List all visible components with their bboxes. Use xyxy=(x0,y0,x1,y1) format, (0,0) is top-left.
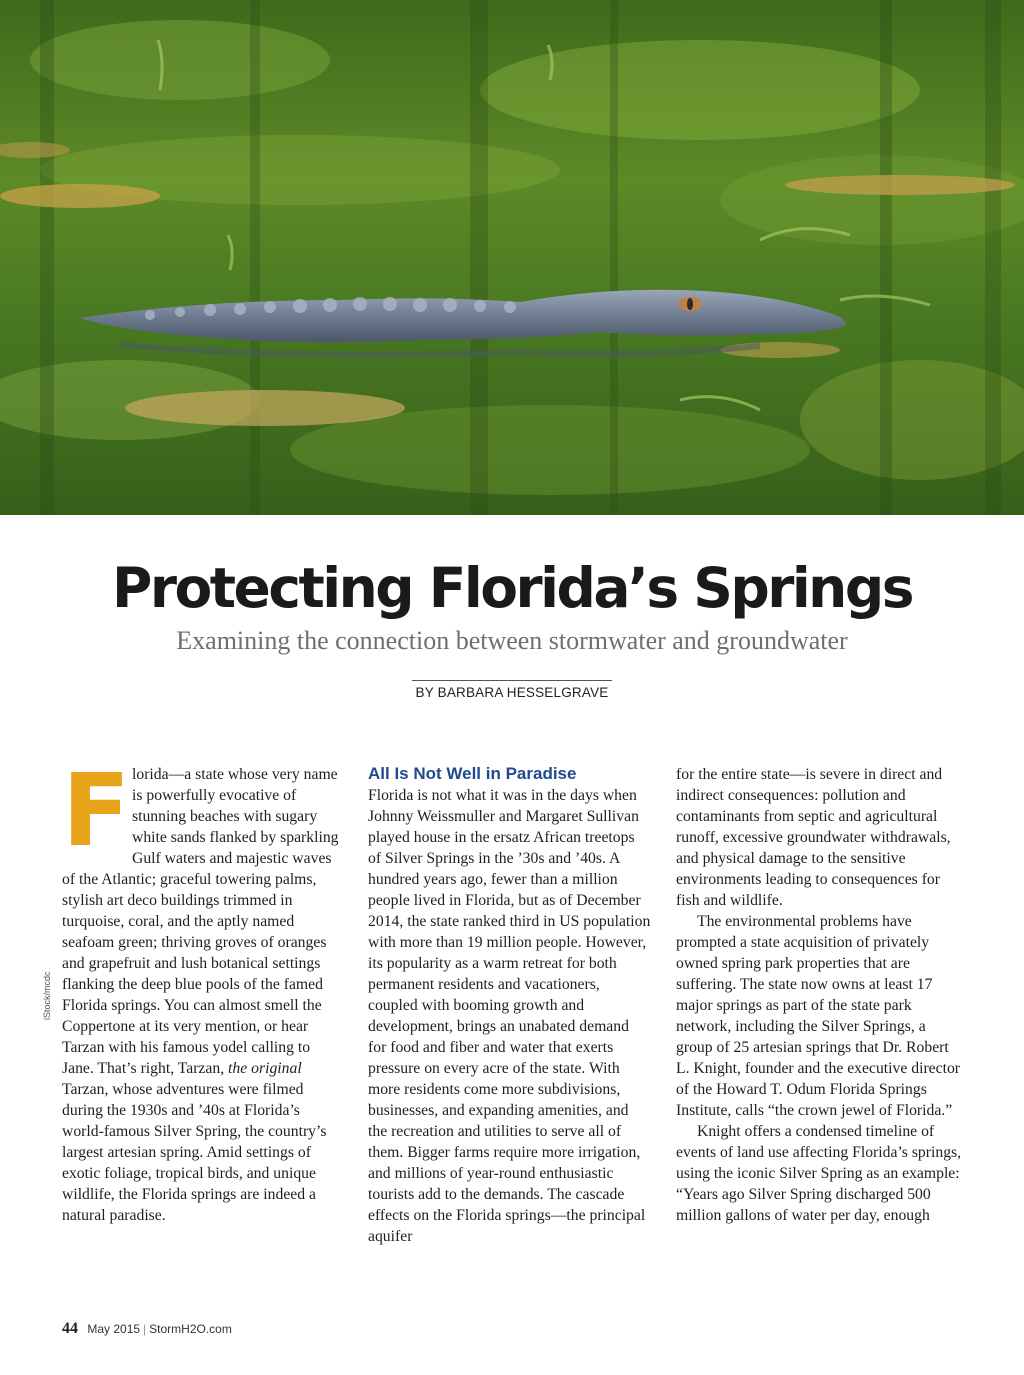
intro-text-b: Tarzan, whose adventures were filmed during the 1930s and ’40s at Florida’s world-famous Silver Spring, the country’s largest artesian spring. Amid settings of exotic foliage, tropical birds, and unique wildlife, the Florida springs are indeed a natural paradise. xyxy=(62,1081,327,1224)
article-title: Protecting Florida’s Springs xyxy=(112,556,912,620)
page-number: 44 xyxy=(62,1320,78,1337)
article-column-2 xyxy=(368,764,651,1247)
paragraph: The environmental problems have prompted a state acquisition of privately owned spring park properties that are suffering. The state now owns at least 17 major springs as part of the state park network, including the Silver Springs, a group of 25 artesian springs that Dr. Robert L. Knight, founder and the executive director of the Howard T. Odum Florida Springs Institute, calls “the crown jewel of Florida.” xyxy=(676,913,961,1119)
issue-date: May 2015 xyxy=(87,1322,141,1336)
intro-italic: the original xyxy=(228,1060,302,1077)
article-subtitle: Examining the connection between stormwater and groundwater xyxy=(176,626,848,655)
byline: BY BARBARA HESSELGRAVE xyxy=(415,685,609,700)
intro-text-a: lorida—a state whose very name is powerfully evocative of stunning beaches with sugary white sands flanked by sparkling Gulf waters and majestic waves of the Atlantic; graceful towering palms, stylish art deco buildings trimmed in turquoise, coral, and the aptly named seafoam green; thriving groves of oranges and grapefruit and lush botanical settings flanking the deep blue pools of the famed Florida springs. You can almost smell the Coppertone at its very mention, or hear Tarzan with his famous yodel calling to Jane. That’s right, Tarzan, xyxy=(62,766,339,1077)
page-footer xyxy=(62,1320,232,1338)
footer-separator: | xyxy=(143,1322,147,1336)
article-column-3 xyxy=(676,764,964,1226)
intro-paragraph xyxy=(62,752,345,1226)
drop-cap: F xyxy=(62,752,131,869)
website[interactable]: StormH2O.com xyxy=(149,1322,232,1336)
paragraph: Florida is not what it was in the days when Johnny Weissmuller and Margaret Sullivan played house in the ersatz African treetops of Silver Springs in the ’30s and ’40s. A hundred years ago, fewer than a million people lived in Florida, but as of December 2014, the state ranked third in US population with more than 19 million people. However, its popularity as a warm retreat for both permanent residents and vacationers, coupled with booming growth and development, brings an unabated demand for food and fiber and water that exerts pressure on every acre of the state. With more residents come more subdivisions, businesses, and expanding amenities, and the recreation and utilities to serve all of them. Bigger farms require more irrigation, and millions of year-round enthusiastic tourists add to the demands. The cascade effects on the Florida springs—the principal aquifer xyxy=(368,787,651,1245)
paragraph: Knight offers a condensed timeline of events of land use affecting Florida’s springs, using the iconic Silver Spring as an example: “Years ago Silver Spring discharged 500 million gallons of water per day, enough xyxy=(676,1123,962,1224)
alligator-photo-illustration xyxy=(0,0,1024,515)
paragraph: for the entire state—is severe in direct and indirect consequences: pollution and contaminants from septic and agricultural runoff, excessive groundwater withdrawals, and physical damage to the sensitive environments leading to consequences for fish and wildlife. xyxy=(676,766,951,909)
byline-divider xyxy=(412,680,612,681)
hero-photo-alligator xyxy=(0,0,1024,515)
article-column-1 xyxy=(62,752,345,1226)
photo-credit: iStock/mcdc xyxy=(42,971,52,1020)
section-subhead: All Is Not Well in Paradise xyxy=(368,764,577,783)
